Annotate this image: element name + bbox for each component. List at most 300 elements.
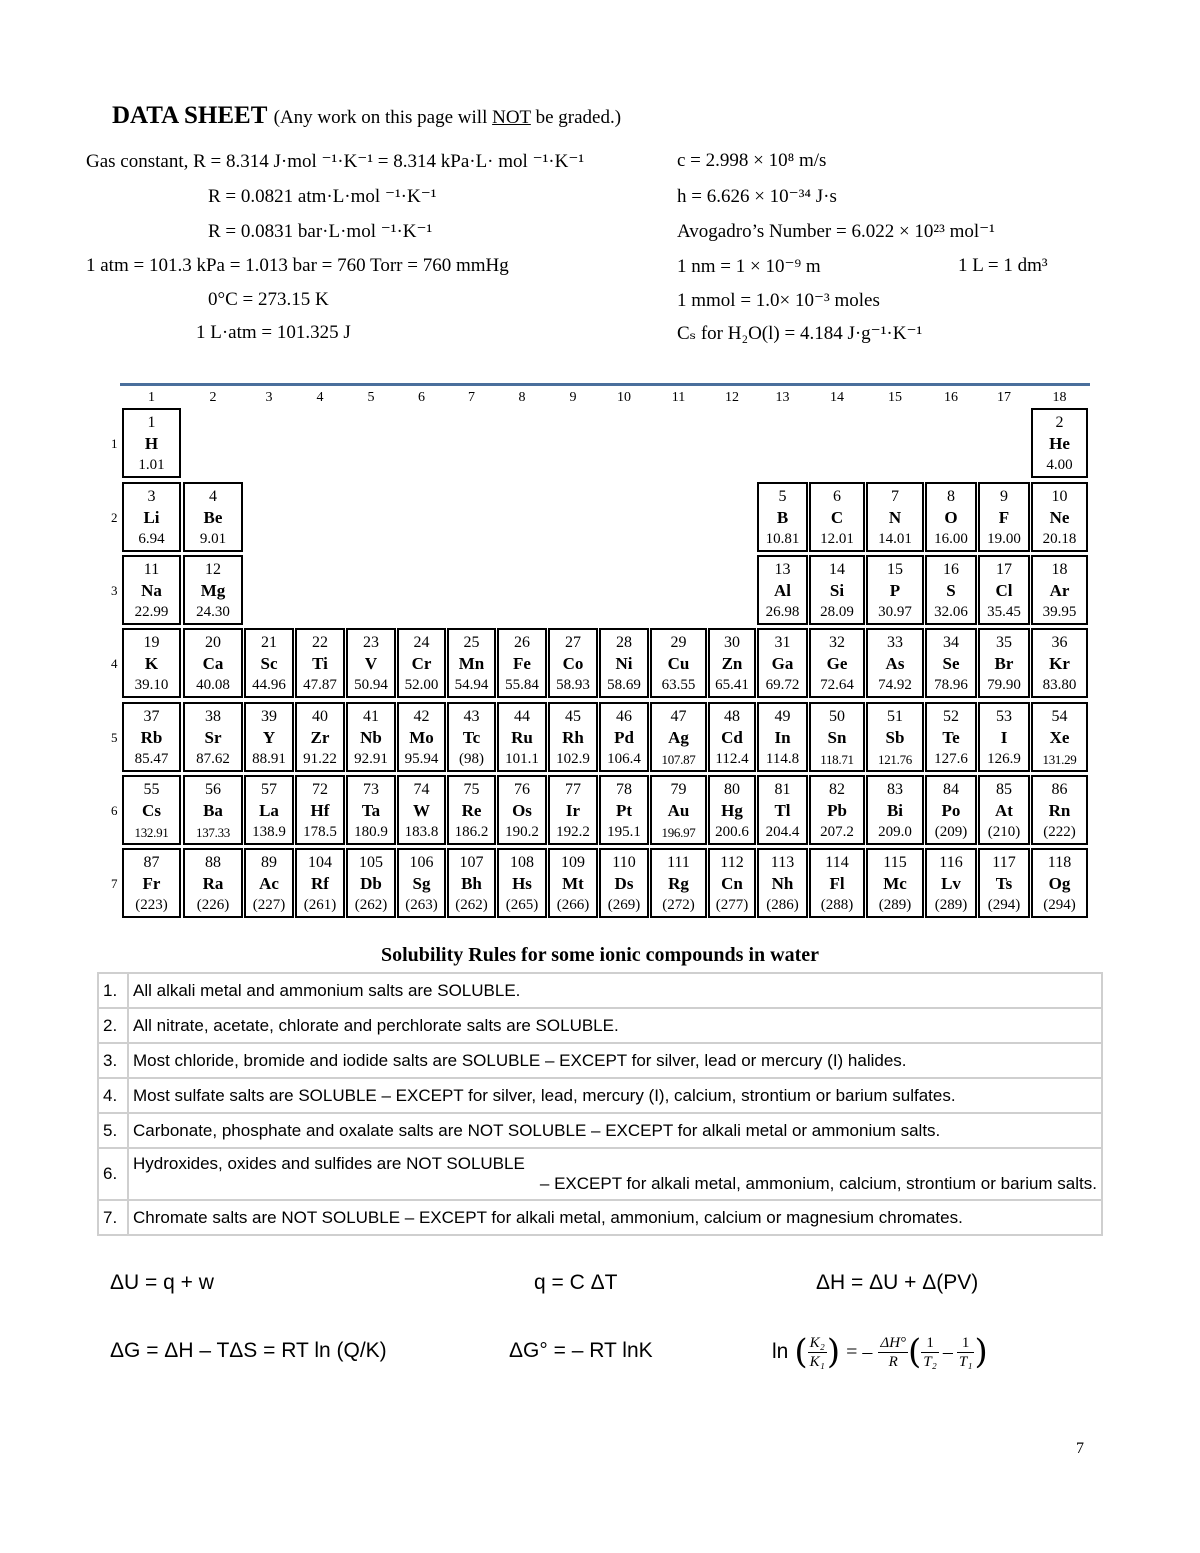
- element-cell: [244, 848, 294, 918]
- element-symbol: Ar: [1049, 581, 1070, 600]
- atomic-mass: (286): [766, 897, 799, 913]
- atomic-mass: 92.91: [354, 751, 388, 767]
- speed-of-light: c = 2.998 × 10⁸ m/s: [677, 150, 827, 171]
- atomic-number: 10: [1051, 488, 1068, 505]
- atomic-number: 30: [724, 634, 740, 651]
- atomic-mass: 72.64: [820, 677, 854, 693]
- element-symbol: Mg: [200, 581, 226, 600]
- atomic-number: 21: [261, 634, 277, 651]
- element-cell: [866, 702, 924, 772]
- element-cell: [925, 628, 977, 698]
- element-symbol: Mc: [883, 874, 907, 893]
- element-cell: [122, 555, 181, 625]
- rule-text: Most chloride, bromide and iodide salts are SOLUBLE – EXCEPT for silver, lead or mercury (I) halides.: [133, 1050, 907, 1070]
- rule-text: All nitrate, acetate, chlorate and perchlorate salts are SOLUBLE.: [133, 1015, 619, 1035]
- atomic-mass: 209.0: [878, 824, 912, 840]
- element-symbol: He: [1049, 434, 1070, 453]
- rule-text: Chromate salts are NOT SOLUBLE – EXCEPT for alkali metal, ammonium, calcium or magnesium chromates.: [133, 1207, 963, 1227]
- period-label: 7: [111, 876, 118, 891]
- atomic-mass: (294): [1043, 897, 1076, 913]
- element-cell: [809, 775, 865, 845]
- atomic-number: 79: [670, 781, 687, 798]
- rule-number: 3.: [98, 1043, 128, 1078]
- group-header: 14: [830, 390, 844, 405]
- element-symbol: Cr: [411, 654, 432, 673]
- fraction-1-t1: [957, 1334, 975, 1371]
- solubility-rule-row: [98, 973, 1102, 1008]
- element-symbol: Cd: [721, 728, 743, 747]
- atomic-mass: (289): [878, 897, 912, 913]
- paren-open-icon: (: [908, 1332, 922, 1372]
- element-cell: [757, 775, 808, 845]
- atomic-mass: 6.94: [138, 531, 165, 547]
- element-symbol: Y: [262, 728, 276, 747]
- period-label: 6: [111, 803, 118, 818]
- element-symbol: F: [998, 508, 1010, 527]
- period-label: 4: [111, 656, 118, 671]
- period-label: 1: [111, 436, 118, 451]
- atomic-number: 72: [312, 781, 328, 798]
- atomic-number: 29: [670, 634, 687, 651]
- element-symbol: Mo: [409, 728, 434, 747]
- atomic-mass: 121.76: [878, 752, 912, 767]
- atomic-mass: 65.41: [715, 677, 749, 693]
- element-symbol: Sr: [204, 728, 222, 747]
- element-symbol: Zr: [310, 728, 330, 747]
- element-cell: [1031, 408, 1088, 478]
- element-cell: [346, 775, 396, 845]
- element-cell: [925, 555, 977, 625]
- atomic-number: 11: [143, 561, 160, 578]
- group-header: 6: [418, 390, 425, 405]
- element-cell: [122, 408, 181, 478]
- atomic-number: 17: [996, 561, 1012, 578]
- element-symbol: Br: [994, 654, 1014, 673]
- atomic-number: 54: [1051, 708, 1068, 725]
- atomic-number: 31: [774, 634, 791, 651]
- element-symbol: Hs: [512, 874, 532, 893]
- atomic-number: 55: [143, 781, 160, 798]
- atomic-mass: 26.98: [765, 604, 800, 620]
- atomic-number: 33: [887, 634, 903, 651]
- atomic-number: 1: [147, 414, 156, 431]
- page-title: [112, 102, 621, 130]
- avogadro-number: Avogadro’s Number = 6.022 × 10²³ mol⁻¹: [677, 221, 995, 242]
- element-cell: [708, 628, 756, 698]
- atomic-number: 16: [943, 561, 959, 578]
- frac-k2: K₂: [809, 1334, 825, 1351]
- atomic-number: 22: [312, 634, 328, 651]
- element-cell: [244, 702, 294, 772]
- element-cell: [497, 775, 547, 845]
- element-cell: [497, 628, 547, 698]
- element-cell: [183, 775, 243, 845]
- group-header: 8: [518, 390, 526, 405]
- atomic-number: 113: [770, 854, 795, 871]
- element-symbol: H: [144, 434, 159, 453]
- eq-vant-hoff: [772, 1322, 988, 1382]
- atomic-mass: 114.8: [765, 751, 800, 767]
- atomic-number: 104: [308, 854, 332, 871]
- atomic-number: 8: [947, 488, 955, 505]
- atomic-number: 75: [463, 781, 480, 798]
- group-header: 4: [316, 390, 324, 405]
- frac-k1: K₁: [809, 1353, 825, 1370]
- element-symbol: Bi: [886, 801, 904, 820]
- atomic-number: 114: [825, 854, 849, 871]
- element-cell: [122, 848, 181, 918]
- atomic-number: 83: [887, 781, 903, 798]
- element-symbol: Ra: [202, 874, 224, 893]
- frac-one-b: 1: [957, 1334, 975, 1353]
- atomic-number: 87: [143, 854, 160, 871]
- rule-number: 1.: [98, 973, 128, 1008]
- element-cell: [757, 702, 808, 772]
- eq-gibbs-standard: ΔG° = – RT lnK: [509, 1339, 653, 1362]
- atomic-mass: 63.55: [661, 677, 696, 693]
- element-symbol: Ts: [995, 874, 1013, 893]
- eq-enthalpy: ΔH = ΔU + Δ(PV): [816, 1271, 979, 1294]
- atomic-number: 73: [363, 781, 379, 798]
- atomic-mass: (277): [715, 897, 749, 913]
- element-symbol: Zn: [721, 654, 743, 673]
- element-cell: [650, 702, 707, 772]
- element-symbol: W: [413, 801, 430, 820]
- element-symbol: Al: [774, 581, 791, 600]
- atomic-mass: 88.91: [252, 751, 286, 767]
- element-cell: [183, 848, 243, 918]
- atomic-number: 25: [463, 634, 480, 651]
- group-header: 17: [997, 390, 1011, 405]
- atomic-number: 24: [413, 634, 430, 651]
- atomic-number: 14: [829, 561, 845, 578]
- atomic-number: 118: [1047, 854, 1072, 871]
- frac-t1: T₁: [958, 1353, 973, 1370]
- atomic-mass: (261): [303, 897, 337, 913]
- rule-text-cell: [128, 973, 1102, 1008]
- element-cell: [397, 775, 446, 845]
- element-symbol: Pd: [614, 728, 634, 747]
- element-cell: [346, 628, 396, 698]
- element-symbol: I: [1000, 728, 1008, 747]
- atomic-mass: 78.96: [934, 677, 968, 693]
- fraction-dh-r: [878, 1334, 908, 1371]
- element-symbol: N: [888, 508, 902, 527]
- atomic-mass: 54.94: [454, 677, 489, 693]
- group-header: 12: [725, 390, 739, 405]
- element-symbol: Sb: [885, 728, 905, 747]
- element-symbol: La: [259, 801, 279, 820]
- atomic-mass: (288): [820, 897, 854, 913]
- atomic-mass: 127.6: [934, 751, 968, 767]
- element-cell: [650, 848, 707, 918]
- vant-hoff-ln: ln: [772, 1340, 789, 1363]
- atomic-number: 19: [143, 634, 160, 651]
- atomic-number: 49: [774, 708, 791, 725]
- title-note-pre: (Any work on this page will: [273, 107, 493, 128]
- paren-close-icon: ): [826, 1332, 841, 1372]
- element-symbol: Tc: [462, 728, 481, 747]
- atomic-number: 38: [205, 708, 221, 725]
- element-symbol: Ru: [511, 728, 533, 747]
- element-symbol: Hg: [721, 801, 743, 820]
- element-cell: [809, 848, 865, 918]
- group-header: 13: [775, 390, 790, 405]
- atomic-number: 85: [996, 781, 1012, 798]
- element-cell: [978, 702, 1030, 772]
- atomic-number: 88: [205, 854, 221, 871]
- atomic-mass: 69.72: [765, 677, 800, 693]
- element-cell: [708, 775, 756, 845]
- frac-dh: ΔH°: [880, 1334, 907, 1351]
- atomic-number: 53: [996, 708, 1012, 725]
- element-symbol: Co: [562, 654, 584, 673]
- atomic-mass: (98): [459, 751, 484, 767]
- atomic-number: 52: [943, 708, 959, 725]
- atomic-mass: 14.01: [878, 531, 912, 547]
- atomic-mass: (226): [196, 897, 230, 913]
- vant-hoff-minus: –: [942, 1340, 953, 1363]
- liter-atm: 1 L·atm = 101.325 J: [196, 322, 351, 343]
- element-symbol: As: [885, 654, 905, 673]
- atomic-mass: 190.2: [505, 824, 539, 840]
- atomic-number: 111: [667, 854, 690, 871]
- rule-text: Hydroxides, oxides and sulfides are NOT SOLUBLE: [133, 1154, 525, 1173]
- element-cell: [346, 702, 396, 772]
- atomic-number: 45: [565, 708, 581, 725]
- element-symbol: O: [944, 508, 958, 527]
- element-symbol: Ca: [202, 654, 224, 673]
- element-symbol: Ta: [361, 801, 381, 820]
- element-symbol: Pb: [827, 801, 847, 820]
- atomic-mass: 138.9: [252, 824, 286, 840]
- element-cell: [122, 775, 181, 845]
- element-symbol: Lv: [941, 874, 961, 893]
- atomic-mass: 58.69: [607, 677, 641, 693]
- atomic-mass: 74.92: [878, 677, 912, 693]
- atomic-number: 9: [1000, 488, 1008, 505]
- element-cell: [295, 848, 345, 918]
- atomic-number: 105: [359, 854, 383, 871]
- element-cell: [866, 482, 924, 552]
- planck-constant: h = 6.626 × 10⁻³⁴ J·s: [677, 186, 837, 207]
- eq-gibbs: ΔG = ΔH – TΔS = RT ln (Q/K): [110, 1339, 387, 1362]
- atomic-number: 4: [209, 488, 217, 505]
- atomic-mass: 20.18: [1042, 531, 1077, 547]
- atomic-mass: 196.97: [661, 825, 696, 840]
- element-cell: [447, 775, 496, 845]
- element-cell: [122, 482, 181, 552]
- atomic-number: 82: [829, 781, 845, 798]
- atomic-mass: 85.47: [134, 751, 169, 767]
- atomic-number: 115: [883, 854, 907, 871]
- atomic-mass: 183.8: [404, 824, 439, 840]
- atomic-number: 39: [261, 708, 277, 725]
- atomic-number: 28: [616, 634, 632, 651]
- element-symbol: K: [144, 654, 159, 673]
- element-symbol: Na: [141, 581, 162, 600]
- element-cell: [346, 848, 396, 918]
- element-symbol: Rh: [562, 728, 584, 747]
- rule-text-cell: [128, 1078, 1102, 1113]
- atomic-mass: 91.22: [303, 751, 337, 767]
- atomic-mass: 55.84: [505, 677, 539, 693]
- atomic-mass: 4.00: [1046, 457, 1073, 473]
- nanometer: 1 nm = 1 × 10⁻⁹ m: [677, 256, 821, 277]
- atomic-mass: 107.87: [661, 752, 696, 767]
- element-cell: [599, 702, 649, 772]
- element-cell: [978, 775, 1030, 845]
- element-cell: [244, 775, 294, 845]
- frac-r: R: [888, 1353, 898, 1370]
- atomic-mass: 83.80: [1042, 677, 1077, 693]
- atomic-mass: 207.2: [820, 824, 854, 840]
- element-cell: [809, 482, 865, 552]
- title-note: [274, 107, 621, 128]
- atomic-number: 7: [891, 488, 899, 505]
- element-symbol: Rf: [311, 874, 329, 893]
- element-cell: [866, 848, 924, 918]
- element-cell: [447, 702, 496, 772]
- group-header: 10: [617, 390, 631, 405]
- element-cell: [548, 702, 598, 772]
- atomic-mass: 126.9: [987, 751, 1021, 767]
- element-cell: [122, 702, 181, 772]
- element-symbol: V: [364, 654, 378, 673]
- rule-number: 7.: [98, 1200, 128, 1235]
- group-header: 18: [1052, 390, 1067, 405]
- atomic-mass: (269): [607, 897, 641, 913]
- eq-internal-energy: ΔU = q + w: [110, 1271, 214, 1294]
- element-cell: [1031, 848, 1088, 918]
- element-symbol: Ac: [259, 874, 279, 893]
- atomic-number: 112: [720, 854, 744, 871]
- gas-constant-2: R = 0.0821 atm·L·mol ⁻¹·K⁻¹: [208, 186, 437, 207]
- element-symbol: Cs: [142, 801, 161, 820]
- atomic-number: 2: [1055, 414, 1064, 431]
- atomic-number: 56: [205, 781, 221, 798]
- atomic-mass: (265): [505, 897, 539, 913]
- atomic-number: 77: [565, 781, 581, 798]
- atomic-number: 109: [561, 854, 585, 871]
- element-symbol: Ir: [565, 801, 581, 820]
- solubility-rule-row: [98, 1148, 1102, 1200]
- atomic-number: 35: [996, 634, 1012, 651]
- period-label: 5: [111, 730, 118, 745]
- atomic-mass: 102.9: [556, 751, 590, 767]
- element-symbol: Be: [203, 508, 223, 527]
- element-symbol: Ds: [614, 874, 634, 893]
- element-cell: [757, 848, 808, 918]
- atomic-mass: 22.99: [134, 604, 169, 620]
- element-cell: [599, 628, 649, 698]
- atomic-mass: 200.6: [715, 824, 749, 840]
- atomic-number: 116: [939, 854, 963, 871]
- gas-constant-3: R = 0.0831 bar·L·mol ⁻¹·K⁻¹: [208, 221, 433, 242]
- atomic-number: 41: [363, 708, 379, 725]
- paren-open-icon: (: [794, 1332, 808, 1372]
- element-symbol: Si: [829, 581, 845, 600]
- atomic-mass: 132.91: [134, 825, 169, 840]
- element-cell: [925, 775, 977, 845]
- element-cell: [866, 555, 924, 625]
- element-cell: [599, 848, 649, 918]
- atomic-mass: 35.45: [987, 604, 1021, 620]
- element-symbol: Te: [942, 728, 960, 747]
- element-cell: [978, 482, 1030, 552]
- atomic-mass: 192.2: [556, 824, 590, 840]
- element-cell: [548, 628, 598, 698]
- element-cell: [548, 775, 598, 845]
- atomic-mass: 87.62: [196, 751, 230, 767]
- element-symbol: Db: [360, 874, 382, 893]
- element-cell: [757, 555, 808, 625]
- atomic-mass: 24.30: [196, 604, 230, 620]
- atomic-number: 74: [413, 781, 430, 798]
- element-cell: [650, 628, 707, 698]
- atomic-number: 20: [205, 634, 221, 651]
- element-cell: [295, 702, 345, 772]
- atomic-mass: 16.00: [934, 531, 968, 547]
- element-cell: [397, 702, 446, 772]
- solubility-rule-row: [98, 1113, 1102, 1148]
- atomic-number: 18: [1051, 561, 1068, 578]
- rule-number: 2.: [98, 1008, 128, 1043]
- atomic-number: 23: [363, 634, 379, 651]
- element-cell: [866, 628, 924, 698]
- element-symbol: Hf: [310, 801, 330, 820]
- atomic-number: 108: [510, 854, 534, 871]
- rule-text-cell: [128, 1148, 1102, 1200]
- periodic-table-top-rule: [120, 383, 1090, 386]
- rule-number: 5.: [98, 1113, 128, 1148]
- element-cell: [978, 555, 1030, 625]
- atomic-number: 51: [887, 708, 903, 725]
- element-symbol: Sc: [260, 654, 278, 673]
- element-cell: [757, 482, 808, 552]
- atomic-number: 15: [887, 561, 903, 578]
- element-symbol: Og: [1048, 874, 1071, 893]
- atomic-mass: 32.06: [934, 604, 968, 620]
- rule-text-cell: [128, 1200, 1102, 1235]
- gas-constant-1: Gas constant, R = 8.314 J·mol ⁻¹·K⁻¹ = 8.314 kPa·L· mol ⁻¹·K⁻¹: [86, 151, 585, 172]
- liter-dm3: 1 L = 1 dm³: [958, 255, 1048, 276]
- element-symbol: Fl: [829, 874, 845, 893]
- element-cell: [1031, 702, 1088, 772]
- atomic-mass: 47.87: [303, 677, 337, 693]
- atomic-mass: 186.2: [454, 824, 489, 840]
- atomic-mass: 180.9: [354, 824, 388, 840]
- atomic-number: 3: [147, 488, 156, 505]
- element-symbol: Fr: [142, 874, 161, 893]
- atomic-mass: 95.94: [404, 751, 439, 767]
- element-cell: [809, 555, 865, 625]
- atomic-mass: 131.29: [1042, 752, 1077, 767]
- element-symbol: Cn: [721, 874, 743, 893]
- element-symbol: Rg: [668, 874, 689, 893]
- solubility-rule-row: [98, 1043, 1102, 1078]
- paren-close-icon: ): [974, 1332, 988, 1372]
- page-number: 7: [1076, 1440, 1084, 1457]
- atomic-mass: (262): [455, 897, 488, 913]
- atomic-mass: (266): [556, 897, 590, 913]
- element-symbol: Se: [942, 654, 960, 673]
- element-symbol: Sg: [412, 874, 431, 893]
- group-header: 11: [671, 390, 686, 405]
- atomic-number: 44: [514, 708, 530, 725]
- element-cell: [1031, 775, 1088, 845]
- atomic-number: 110: [612, 854, 636, 871]
